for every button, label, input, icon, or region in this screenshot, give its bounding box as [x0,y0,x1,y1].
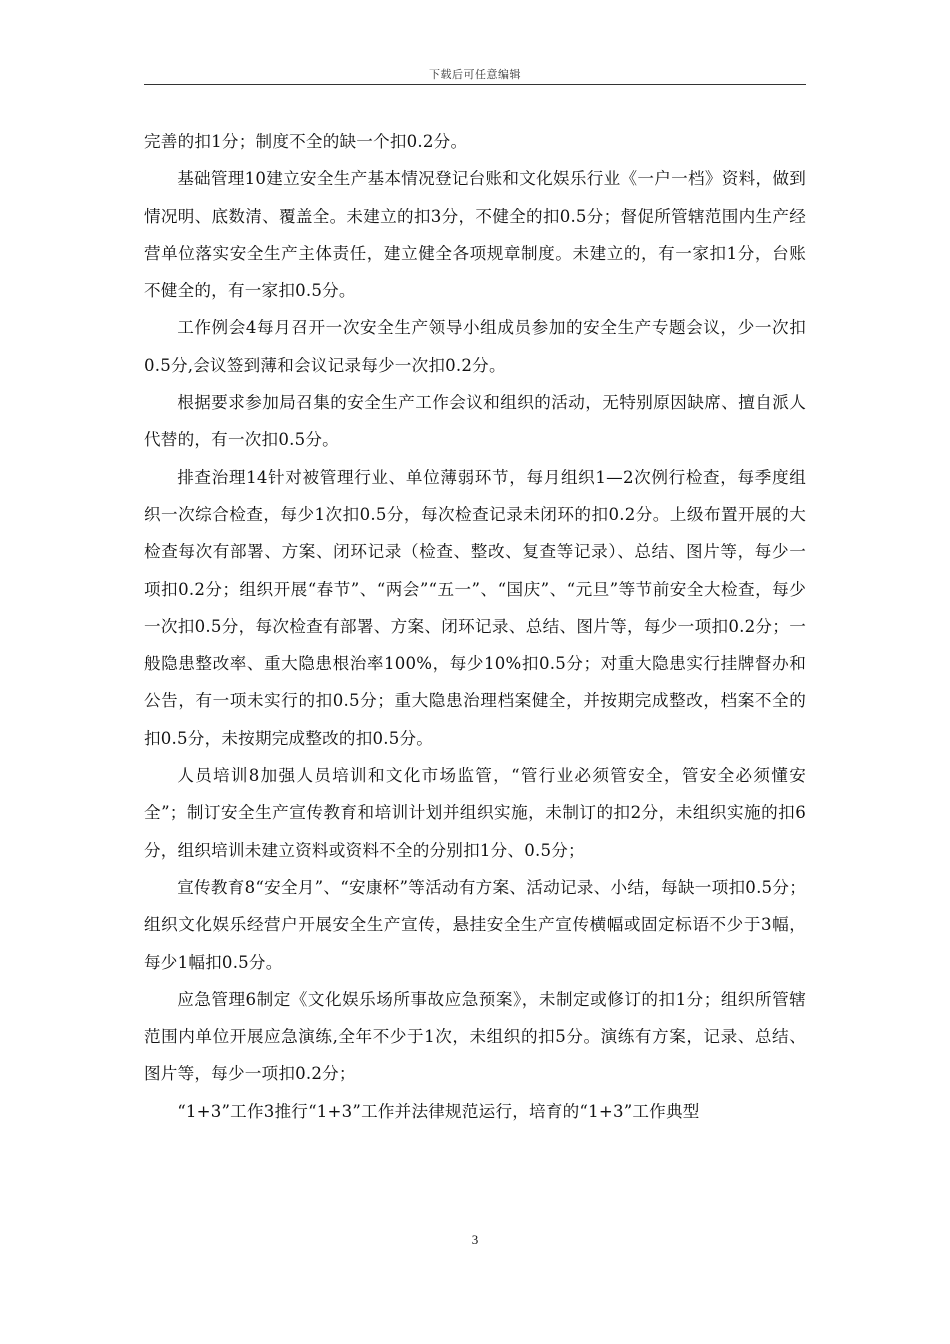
paragraph-basic-management: 基础管理10建立安全生产基本情况登记台账和文化娱乐行业《一户一档》资料，做到情况明、底数清、覆盖全。未建立的扣3分，不健全的扣0.5分；督促所管辖范围内生产经营单位落实安全生产主体责任，建立健全各项规章制度。未建立的，有一家扣1分，台账不健全的，有一家扣0.5分。 [144,169,806,301]
paragraph-publicity: 宣传教育8“安全月”、“安康杯”等活动有方案、活动记录、小结，每缺一项扣0.5分；组织文化娱乐经营户开展安全生产宣传，悬挂安全生产宣传横幅或固定标语不少于3幅，每少1幅扣0.5分。 [144,877,806,972]
document-body [144,123,806,1130]
header-divider [144,84,806,85]
paragraph-work-meeting: 工作例会4每月召开一次安全生产领导小组成员参加的安全生产专题会议，少一次扣0.5分,会议签到薄和会议记录每少一次扣0.2分。 [144,318,806,375]
paragraph-training: 人员培训8加强人员培训和文化市场监管，“管行业必须管安全，管安全必须懂安全”；制订安全生产宣传教育和培训计划并组织实施，未制订的扣2分，未组织实施的扣6分，组织培训未建立资料或资料不全的分别扣1分、0.5分； [144,766,806,860]
paragraph-emergency: 应急管理6制定《文化娱乐场所事故应急预案》，未制定或修订的扣1分；组织所管辖范围内单位开展应急演练,全年不少于1次，未组织的扣5分。演练有方案，记录、总结、图片等，每少一项扣0.2分； [144,989,806,1084]
page-header: 下载后可任意编辑 [429,68,521,81]
paragraph-meeting-attendance: 根据要求参加局召集的安全生产工作会议和组织的活动，无特别原因缺席、擅自派人代替的，有一次扣0.5分。 [144,393,806,450]
paragraph-continuation: 完善的扣1分；制度不全的缺一个扣0.2分。 [144,132,468,151]
paragraph-one-plus-three: “1+3”工作3推行“1+3”工作并法律规范运行，培育的“1+3”工作典型 [177,1101,700,1121]
page-number: 3 [471,1232,479,1247]
paragraph-inspection: 排查治理14针对被管理行业、单位薄弱环节，每月组织1—2次例行检查，每季度组织一次综合检查，每少1次扣0.5分，每次检查记录未闭环的扣0.2分。上级布置开展的大检查每次有部署、方案、闭环记录（检查、整改、复查等记录）、总结、图片等，每少一项扣0.2分；组织开展“春节”、“两会”“五一”、“国庆”、“元旦”等节前安全大检查，每少一次扣0.5分，每次检查有部署、方案、闭环记录、总结、图片等，每少一项扣0.2分；一般隐患整改率、重大隐患根治率100%，每少10%扣0.5分；对重大隐患实行挂牌督办和公告，有一项未实行的扣0.5分；重大隐患治理档案健全，并按期完成整改，档案不全的扣0.5分，未按期完成整改的扣0.5分。 [144,467,806,748]
